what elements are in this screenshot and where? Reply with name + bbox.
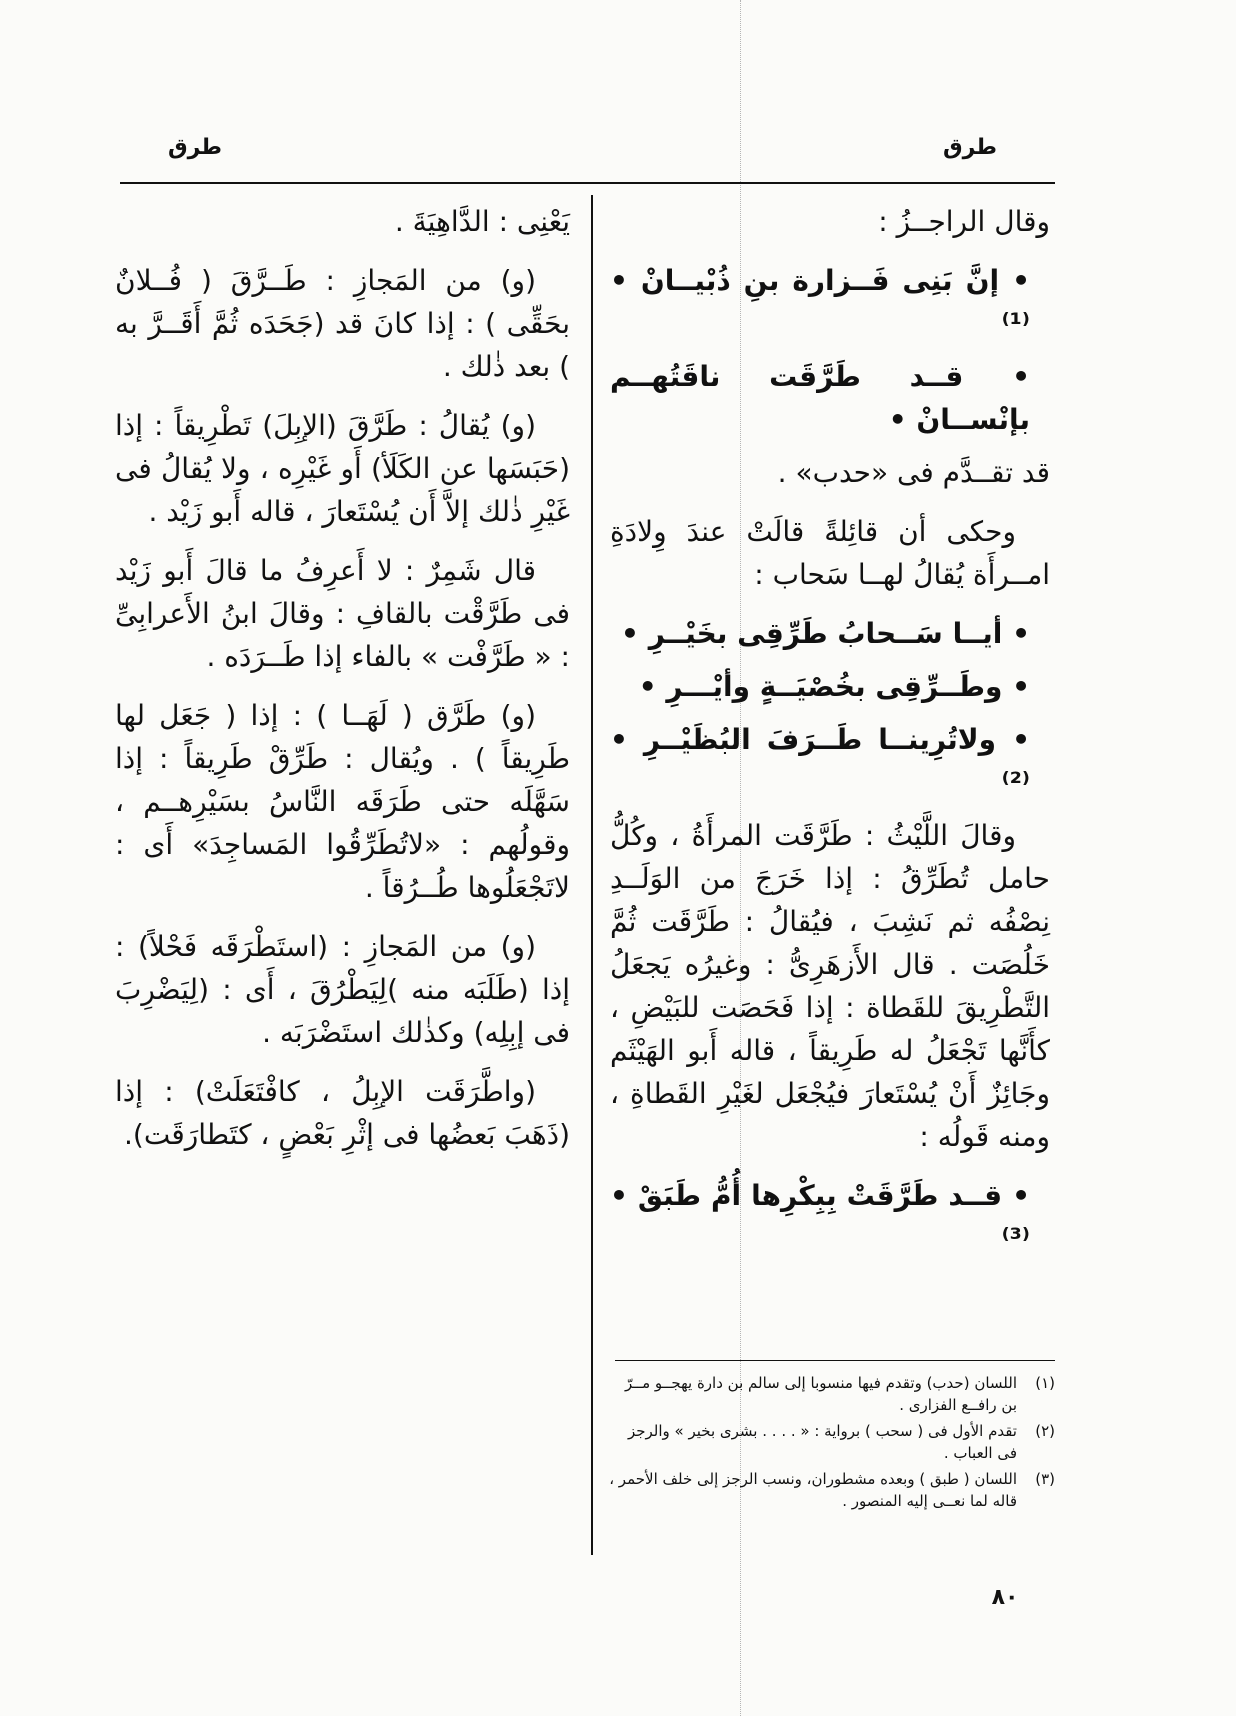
right-column-verse-line: • وطَــرِّقِى بخُصْيَــةٍ وأيْـــرِ •: [638, 670, 1030, 703]
left-column-paragraph: (واطَّرَقَت الإبِلُ ، كافْتَعَلَتْ) : إذا (ذَهَبَ بَعضُها فى إثْرِ بَعْضٍ ، كتَطارَقَت).: [115, 1075, 570, 1151]
left-column-paragraph: يَعْنِى : الدَّاهِيَةَ .: [394, 205, 570, 238]
footnote-number: (٢): [1035, 1422, 1055, 1440]
left-column-paragraph: (و) من المَجازِ : طَــرَّقَ ( فُــلانٌ بحَقِّى ) : إذا كانَ قد (جَحَدَه ثُمَّ أَقَــرَّ به ) بعد ذٰلك .: [115, 264, 570, 383]
footnote: [605, 1372, 1055, 1416]
header-rule: [120, 182, 1055, 184]
left-column-paragraph: (و) طَرَّق ( لَهَــا ) : إذا ( جَعَل لها طَرِيقاً ) . ويُقال : طَرِّقْ طَرِيقاً : إذا سَهَّلَه حتى طَرَقَه النَّاسُ بسَيْرِهــم ، وقولُهم : «لاتُطَرِّقُوا المَساجِدَ» أَى : لاتَجْعَلُوها طُــرُقاً .: [115, 699, 570, 904]
right-column-verse-line: • أيــا سَــحابُ طَرِّقِى بخَيْــرِ •: [621, 617, 1030, 650]
header-word-right: طرق: [942, 135, 998, 160]
footnote: [605, 1468, 1055, 1512]
footnote-rule: [615, 1360, 1055, 1361]
left-column-paragraph: قال شَمِرٌ : لا أَعرِفُ ما قالَ أَبو زَيْد فى طَرَّقْت بالقافِ : وقالَ ابنُ الأَعرابِىِّ : « طَرَّفْت » بالفاء إذا طَــرَدَه .: [115, 554, 570, 673]
left-column-paragraph: (و) من المَجازِ : (استَطْرَقَه فَحْلاً) : إذا (طَلَبَه منه )لِيَطْرُقَ ، أَى : (لِيَضْرِبَ فى إبِلِه) وكذٰلك استَضْرَبَه .: [115, 930, 570, 1049]
right-column-paragraph: وحكى أن قائِلةً قالَتْ عندَ وِلادَةِ امــرأَة يُقالُ لهــا سَحاب :: [610, 515, 1050, 591]
header-word-left: طرق: [167, 135, 223, 160]
right-column-verse-line: • ولاتُرِينــا طَــرَفَ البُظَيْــرِ • ⁽²⁾: [610, 723, 1030, 799]
left-column-paragraph: (و) يُقالُ : طَرَّقَ (الإبِلَ) تَطْرِيقاً : إذا (حَبَسَها عن الكَلَأ) أَو غَيْرِه ، ولا يُقالُ فى غَيْرِ ذٰلك إلاَّ أَن يُسْتَعارَ ، قاله أَبو زَيْد .: [115, 409, 570, 528]
footnotes: [605, 1372, 1055, 1516]
right-column-verse-line: • قــد طَرَّقَت ناقَتُهــم بإنْســانْ •: [610, 360, 1030, 436]
right-column-paragraph: قد تقــدَّم فى «حدب» .: [777, 456, 1050, 489]
right-column-verse-line: • قــد طَرَّقَتْ بِبِكْرِها أُمُّ طَبَقْ • ⁽³⁾: [610, 1179, 1030, 1255]
right-column: [610, 200, 1050, 1270]
footnote-text: اللسان ( طبق ) وبعده مشطوران، ونسب الرجز إلى خلف الأحمر ، قاله لما نعــى إليه المنصور .: [609, 1470, 1017, 1510]
column-divider: [591, 195, 593, 1555]
right-column-paragraph: وقالَ اللَّيْثُ : طَرَّقَت المرأَةُ ، وكُلُّ حامل تُطَرِّقُ : إذا خَرَجَ من الوَلَــدِ نِصْفُه ثم نَشِبَ ، فيُقالُ : طَرَّقَت ثُمَّ خَلُصَت . قال الأَزهَرِىُّ : وغيرُه يَجعَلُ التَّطْرِيقَ للقَطاة : إذا فَحَصَت للبَيْضِ ، كأَنَّها تَجْعَلُ له طَرِيقاً ، قاله أَبو الهَيْثَم وجَائِزٌ أَنْ يُسْتَعارَ فيُجْعَل لغَيْرِ القَطاةِ ، ومنه قَولُه :: [610, 819, 1050, 1153]
footnote-text: تقدم الأول فى ( سحب ) برواية : « . . . . بشرى بخير » والرجز فى العباب .: [627, 1422, 1017, 1462]
right-column-verse-line: • إنَّ بَنِى فَــزارة بنِ ذُبْيــانْ • ⁽¹⁾: [610, 264, 1030, 340]
footnote-text: اللسان (حدب) وتقدم فيها منسوبا إلى سالم بن دارة يهجــو مــرّ بن رافــع الفزارى .: [625, 1374, 1017, 1414]
left-column: [115, 200, 570, 1172]
footnote-number: (٣): [1035, 1470, 1055, 1488]
footnote: [605, 1420, 1055, 1464]
page-number: ٨٠: [991, 1585, 1019, 1610]
right-column-paragraph: وقال الراجــزُ :: [878, 205, 1050, 238]
footnote-number: (١): [1035, 1374, 1055, 1392]
